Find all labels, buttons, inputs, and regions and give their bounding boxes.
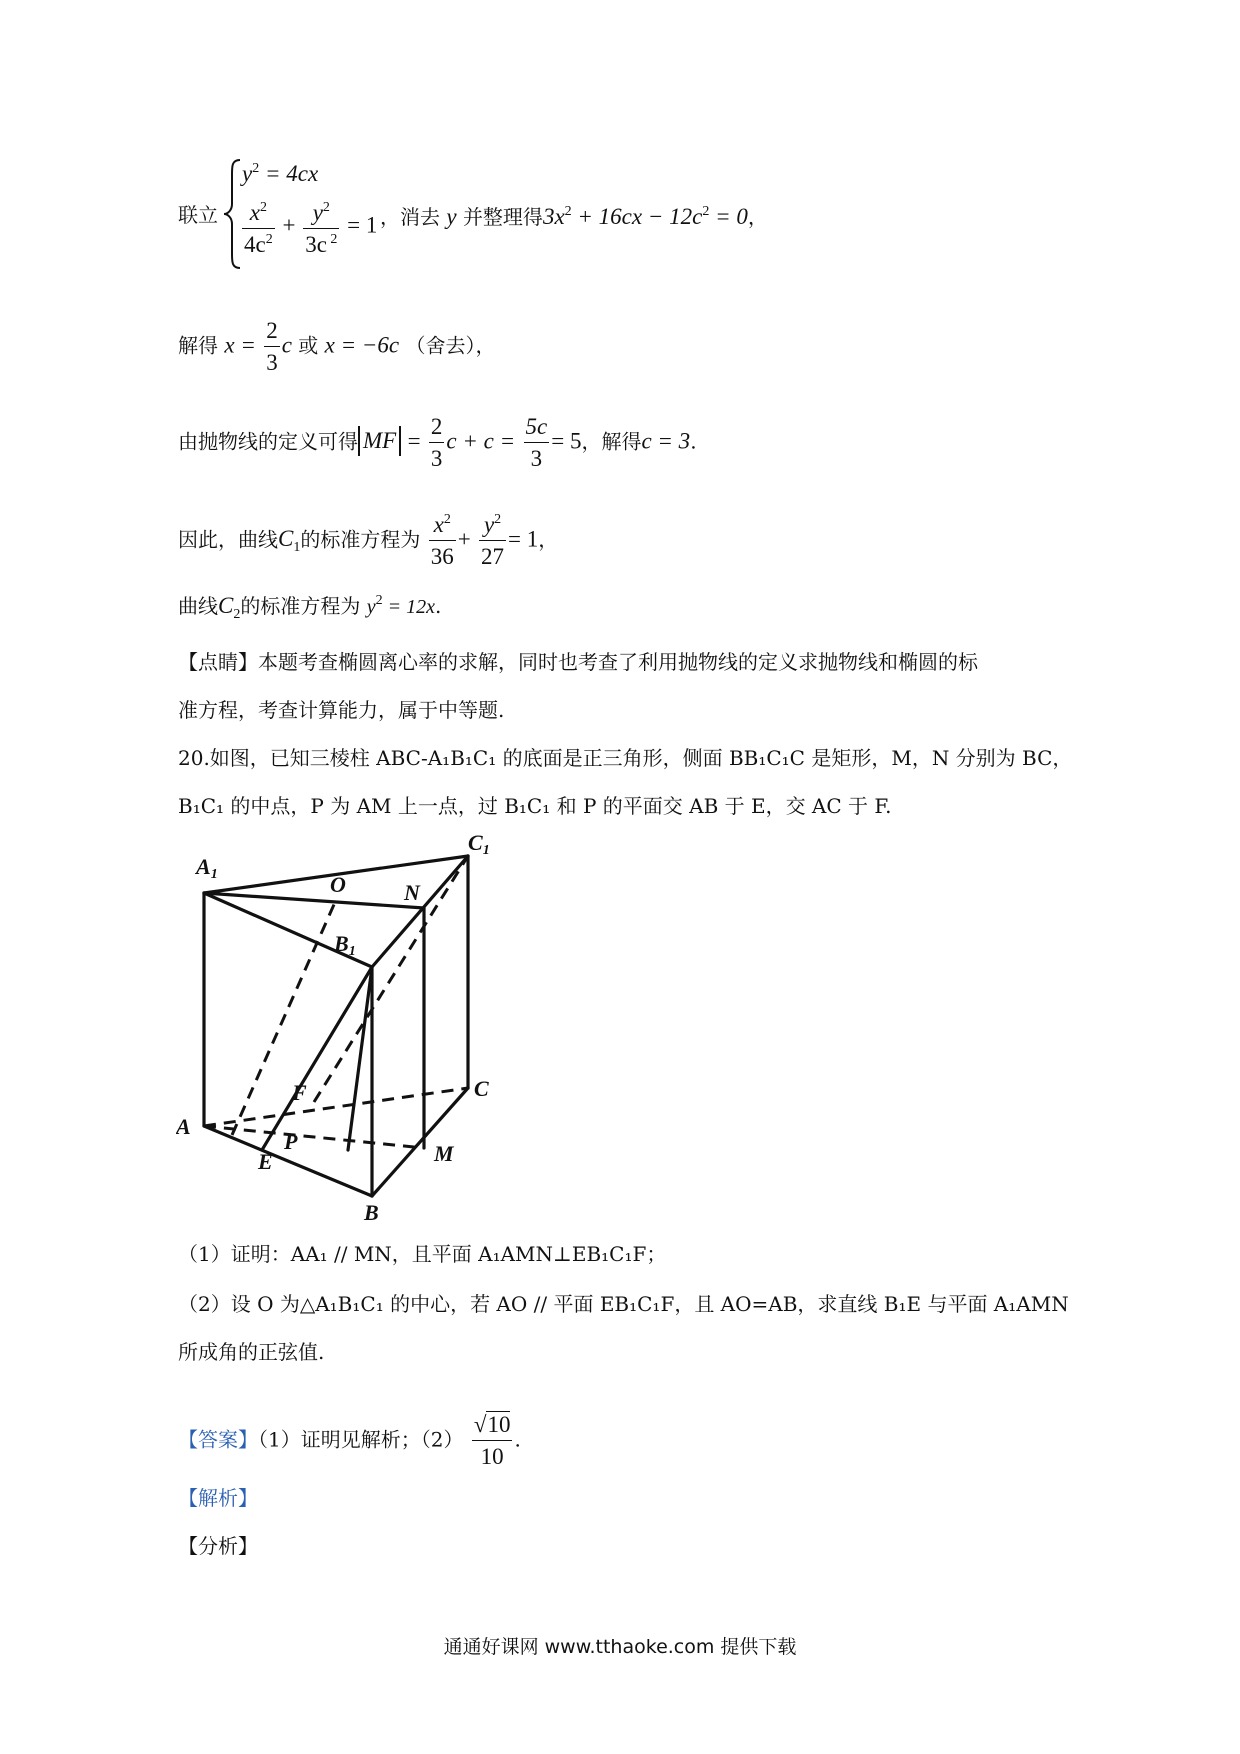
solve-x-line: 解得 x = $\frac{2}{3}$ c 或 x = −6c （舍去）， [178,318,496,376]
label-a1: A1 [196,854,218,882]
question-20-line-2: B₁C₁ 的中点，P 为 AM 上一点，过 B₁C₁ 和 P 的平面交 AB 于 E，交 AC 于 F. [178,794,892,818]
fraction-sqrt10-10: $\frac{√10}{10}$ [473,1412,511,1470]
equation-ellipse: $\frac{x^2}{4c^2}$ + $\frac{y^2}{3c ^2}$ = 1 [244,200,378,258]
fraction-x2-4c2: $\frac{x^2}{4c^2}$ [244,200,273,258]
page-footer: 通通好课网 www.tthaoke.com 提供下载 [443,1636,797,1658]
label-n: N [404,880,420,905]
label-b: B [364,1200,379,1225]
elimination-text: ，消去 y 并整理得$3x^2 + 16cx - 12c^2 = 0$， [380,204,768,229]
fraction-5c-3: $\frac{5c}{3}$ [525,414,548,472]
part-2-line-2: 所成角的正弦值. [178,1340,325,1364]
jiexi-tag: 【解析】 [178,1486,258,1510]
fraction-2-3: $\frac{2}{3}$ [266,318,278,376]
answer-tag: 【答案】 [178,1427,258,1452]
label-o: O [330,872,346,897]
label-c1: C1 [468,830,490,858]
dianjing-line-1: 【点睛】本题考查椭圆离心率的求解，同时也考查了利用抛物线的定义求抛物线和椭圆的标 [178,650,978,674]
fraction-y2-3c2: $\frac{y^2}{3c ^2}$ [305,200,338,258]
curve-c1-line: 因此，曲线$C_1$的标准方程为 $\frac{x^2}{36}$ + $\frac{y^2}{27}$ = 1， [178,512,559,570]
parabola-definition-line: 由抛物线的定义可得 MF = $\frac{2}{3}$ c + c = $\frac{5c}{3}$ = 5，解得c = 3. [178,414,697,472]
fraction-y2-27: $\frac{y^2}{27}$ [481,512,505,570]
part-2-line-1: （2）设 O 为△A₁B₁C₁ 的中心，若 AO // 平面 EB₁C₁F，且 AO=AB，求直线 B₁E 与平面 A₁AMN [178,1292,1069,1316]
label-e: E [258,1149,273,1174]
fenxi-tag: 【分析】 [178,1534,258,1558]
prism-figure [176,830,516,1230]
question-20-line-1: 20.如图，已知三棱柱 ABC-A₁B₁C₁ 的底面是正三角形，侧面 BB₁C₁C 是矩形，M，N 分别为 BC， [178,746,1073,770]
label-m: M [434,1141,454,1166]
label-b1: B1 [334,931,356,959]
part-1: （1）证明：AA₁ // MN，且平面 A₁AMN⊥EB₁C₁F； [178,1242,667,1266]
text-lianli: 联立 [178,203,218,227]
sqrt-icon: √ [473,1412,487,1437]
fraction-x2-36: $\frac{x^2}{36}$ [430,512,454,570]
label-f: F [292,1080,307,1105]
dianjing-line-2: 准方程，考查计算能力，属于中等题. [178,698,505,722]
label-a: A [176,1114,191,1139]
curve-c2-line: 曲线$C_2$的标准方程为 $y^2 = 12x$. [178,593,442,622]
equation-parabola: $y^2 = 4cx$ [242,161,319,186]
answer-line: 【答案】（1）证明见解析；（2） $\frac{√10}{10}$ . [178,1412,521,1470]
absolute-mf: MF [358,426,401,456]
fraction-2-3-b: $\frac{2}{3}$ [430,414,443,472]
label-p: P [284,1129,298,1154]
label-c: C [474,1076,489,1101]
